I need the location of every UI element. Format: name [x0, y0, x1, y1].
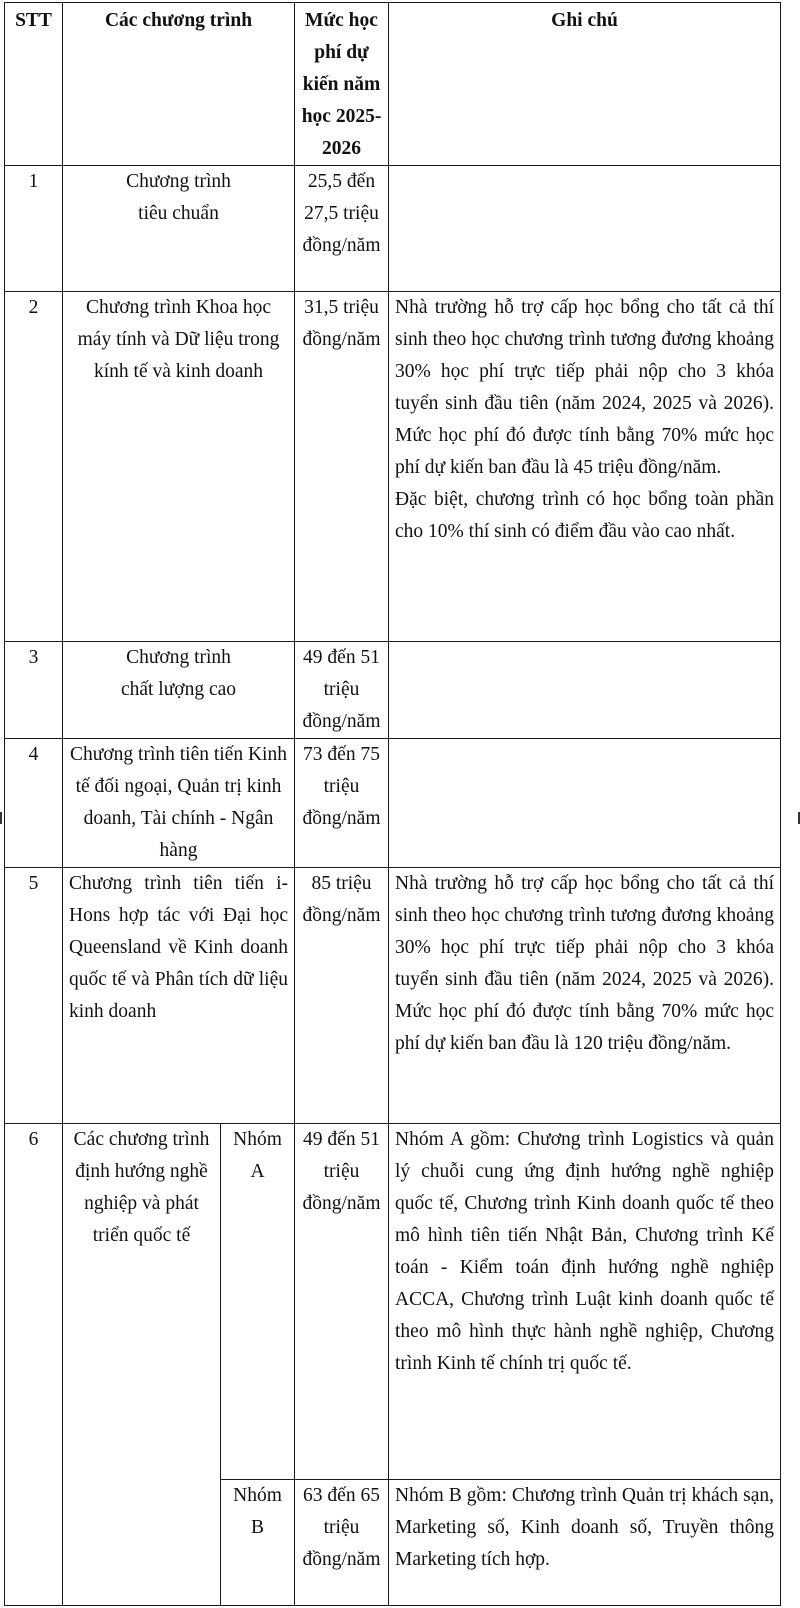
row-program: Chương trình Khoa học máy tính và Dữ liệu trong kính tế và kinh doanh: [63, 292, 295, 642]
row-program: Chương trình tiên tiến Kinh tế đối ngoại, Quản trị kinh doanh, Tài chính - Ngân hàng: [63, 739, 295, 868]
table-row: [5, 868, 781, 1124]
header-fee: Mức học phí dự kiến năm học 2025-2026: [295, 3, 389, 166]
header-stt: STT: [5, 3, 63, 166]
row-note: [389, 166, 781, 292]
row-note: [389, 739, 781, 868]
row-stt: 4: [5, 739, 63, 868]
row-note: Nhóm A gồm: Chương trình Logistics và quản lý chuỗi cung ứng định hướng nghề nghiệp quốc tế, Chương trình Kinh doanh quốc tế theo mô hình tiên tiến Nhật Bản, Chương trình Kế toán - Kiểm toán định hướng nghề nghiệp ACCA, Chương trình Luật kinh doanh quốc tế theo mô hình thực hành nghề nghiệp, Chương trình Kinh tế chính trị quốc tế.: [389, 1124, 781, 1480]
row-note: [389, 642, 781, 739]
row-fee: 73 đến 75 triệu đồng/năm: [295, 739, 389, 868]
table-row: [5, 642, 781, 739]
row-program: [63, 166, 295, 292]
row-fee: 85 triệu đồng/năm: [295, 868, 389, 1124]
table-row: [5, 166, 781, 292]
group-name: Nhóm B: [221, 1480, 295, 1606]
header-programs: Các chương trình: [63, 3, 295, 166]
header-note: Ghi chú: [389, 3, 781, 166]
row-fee: 25,5 đến 27,5 triệu đồng/năm: [295, 166, 389, 292]
table-row: [5, 1124, 781, 1480]
row-stt: 5: [5, 868, 63, 1124]
row-stt: 1: [5, 166, 63, 292]
left-edge-mark: [0, 812, 2, 824]
row-program: Các chương trình định hướng nghề nghiệp và phát triển quốc tế: [63, 1124, 221, 1606]
row-program: Chương trình tiên tiến i-Hons hợp tác với Đại học Queensland về Kinh doanh quốc tế và Phân tích dữ liệu kinh doanh: [63, 868, 295, 1124]
row-fee: 31,5 triệu đồng/năm: [295, 292, 389, 642]
row-program: [63, 642, 295, 739]
row-stt: 3: [5, 642, 63, 739]
row-stt: 6: [5, 1124, 63, 1606]
tuition-table: [4, 2, 781, 1606]
table-row: [5, 739, 781, 868]
program-text: Chương trình chất lượng cao: [120, 647, 237, 700]
row-note: Nhà trường hỗ trợ cấp học bổng cho tất cả thí sinh theo học chương trình tương đương khoảng 30% học phí trực tiếp phải nộp cho 3 khóa tuyển sinh đầu tiên (năm 2024, 2025 và 2026). Mức học phí đó được tính bằng 70% mức học phí dự kiến ban đầu là 45 triệu đồng/năm. Đặc biệt, chương trình có học bổng toàn phần cho 10% thí sinh có điểm đầu vào cao nhất.: [389, 292, 781, 642]
group-name: Nhóm A: [221, 1124, 295, 1480]
header-row: [5, 3, 781, 166]
row-note: Nhà trường hỗ trợ cấp học bổng cho tất cả thí sinh theo học chương trình tương đương khoảng 30% học phí trực tiếp phải nộp cho 3 khóa tuyển sinh đầu tiên (năm 2024, 2025 và 2026). Mức học phí đó được tính bằng 70% mức học phí dự kiến ban đầu là 120 triệu đồng/năm.: [389, 868, 781, 1124]
row-stt: 2: [5, 292, 63, 642]
row-fee: 49 đến 51 triệu đồng/năm: [295, 1124, 389, 1480]
row-fee: 63 đến 65 triệu đồng/năm: [295, 1480, 389, 1606]
row-note: Nhóm B gồm: Chương trình Quản trị khách sạn, Marketing số, Kinh doanh số, Truyền thông Marketing tích hợp.: [389, 1480, 781, 1606]
row-fee: 49 đến 51 triệu đồng/năm: [295, 642, 389, 739]
program-text: Chương trình tiêu chuẩn: [126, 171, 231, 224]
table-row: [5, 292, 781, 642]
